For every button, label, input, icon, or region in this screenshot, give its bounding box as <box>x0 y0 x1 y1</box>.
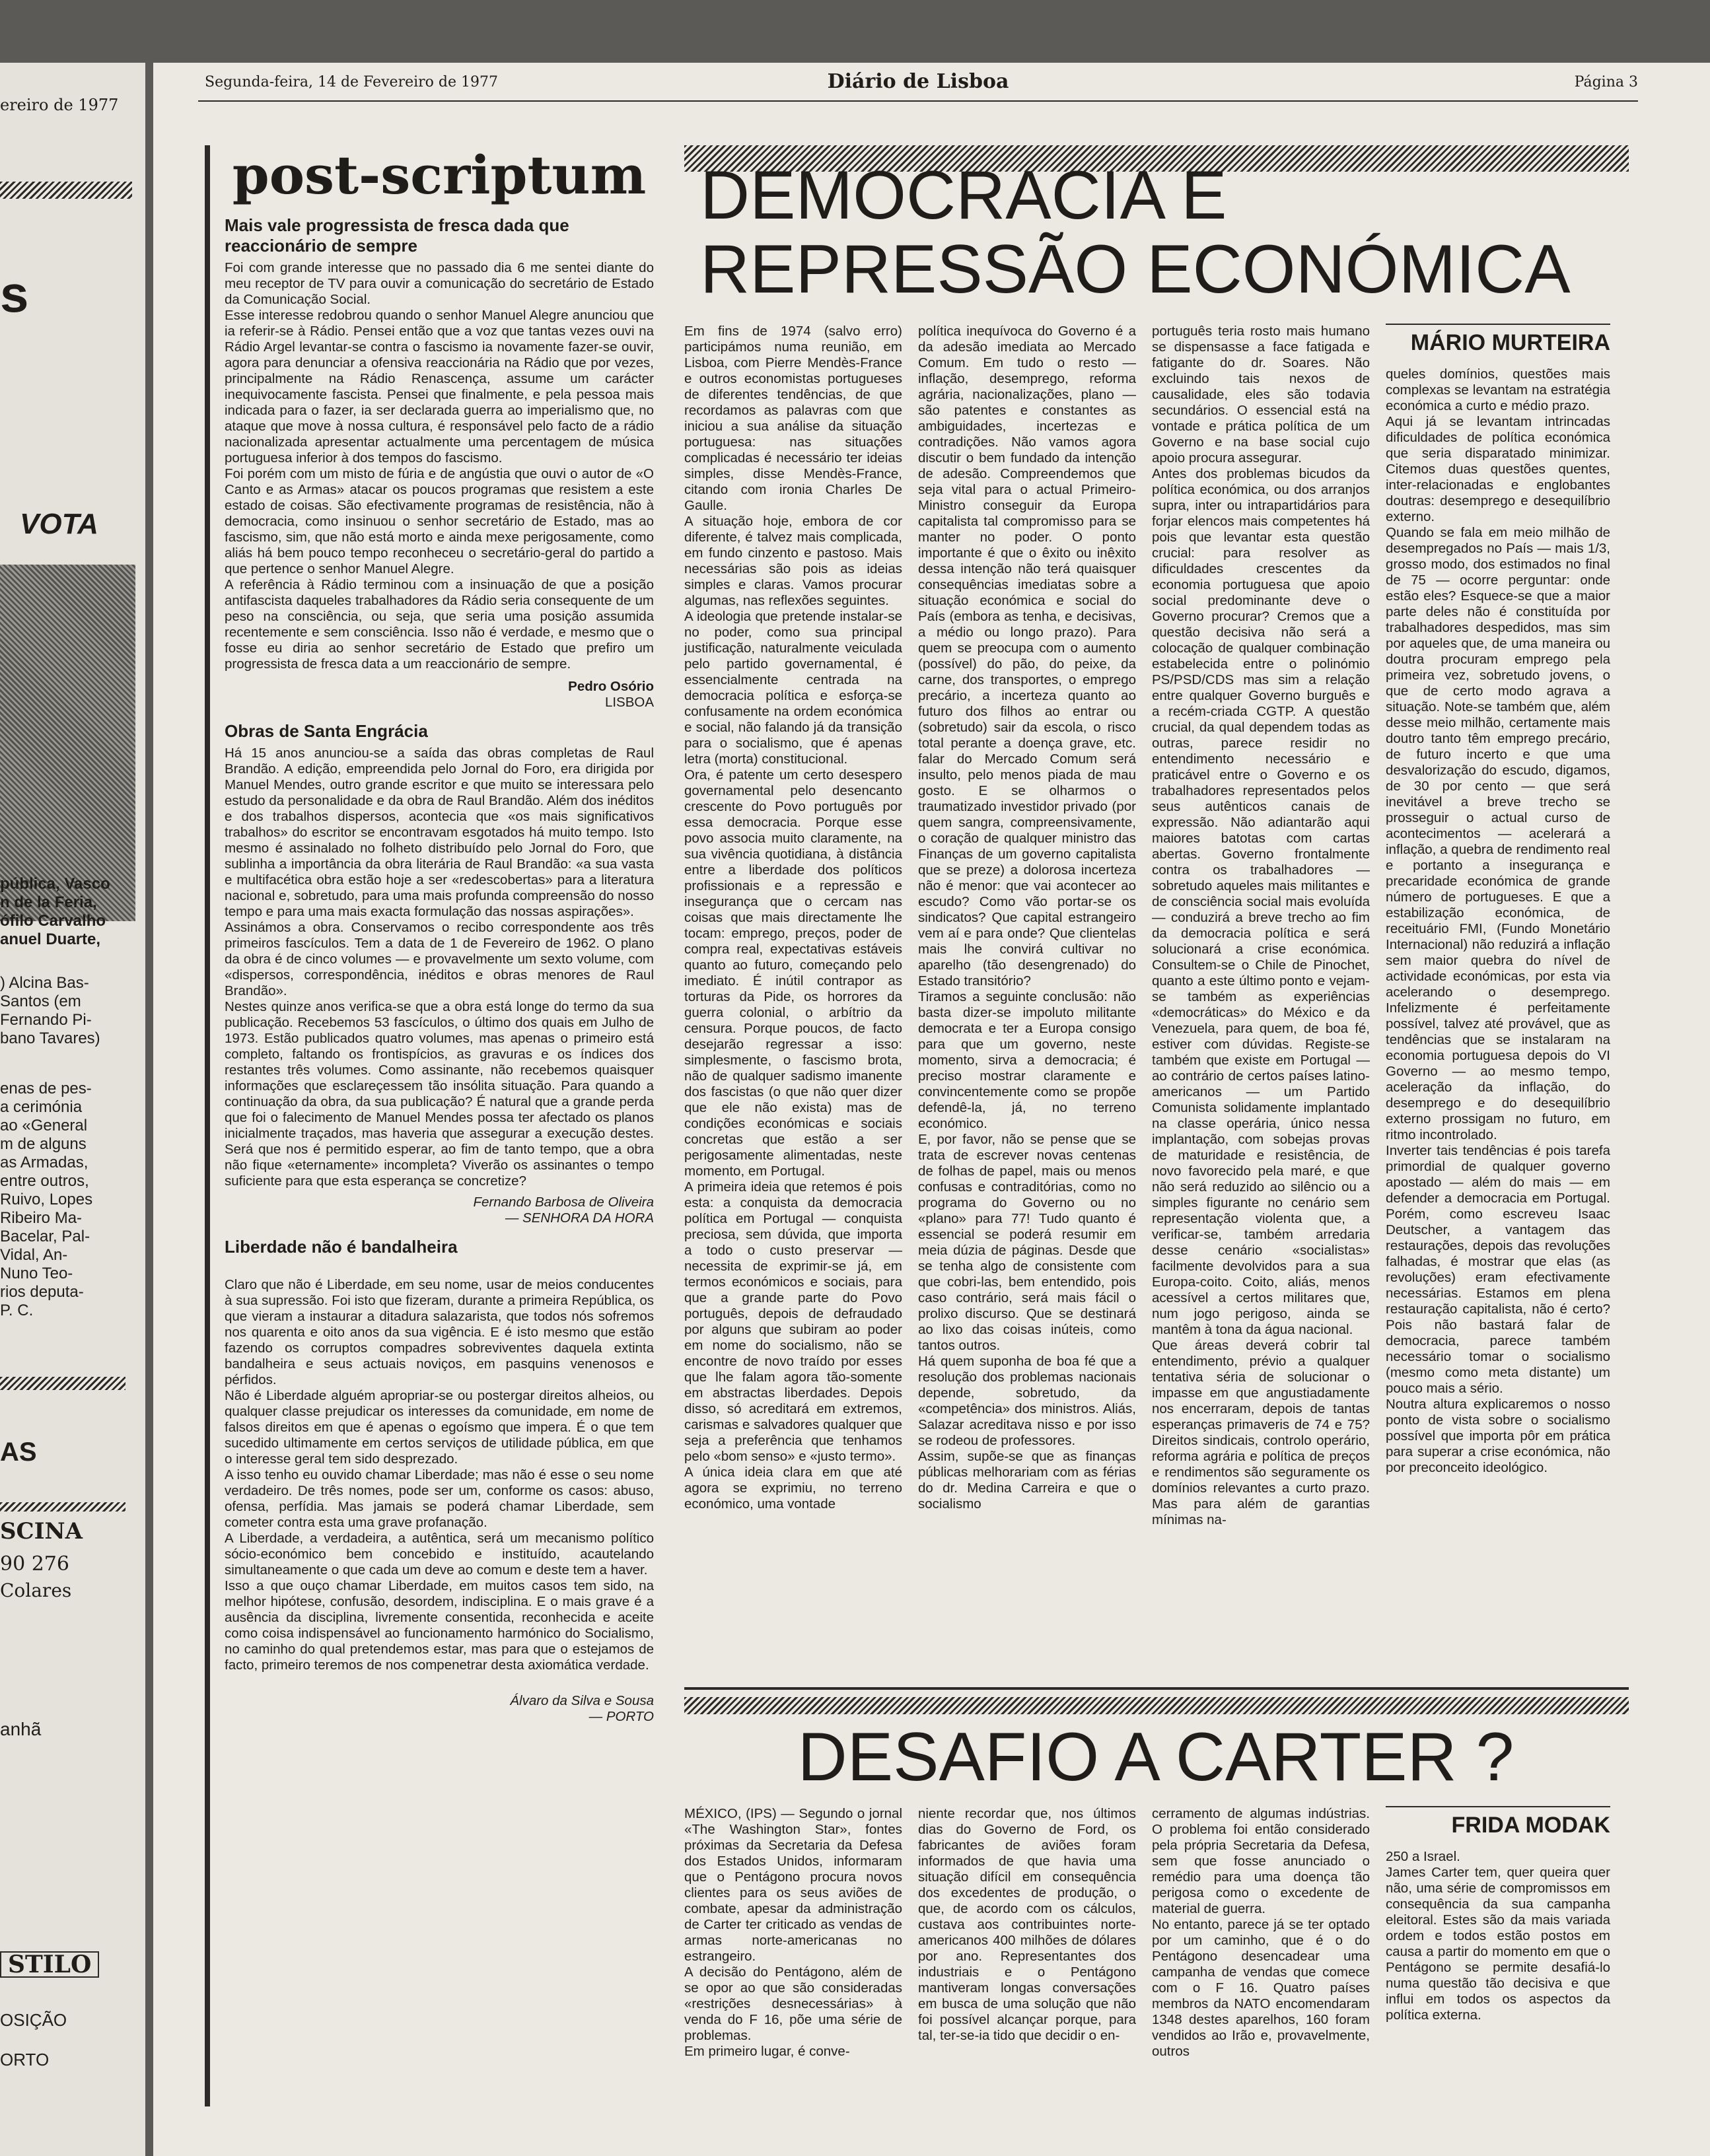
left-fragment: STILO <box>0 1951 99 1978</box>
article-column <box>684 324 902 1512</box>
letter-place: LISBOA <box>604 695 654 710</box>
left-fragment: P. C. <box>0 1302 34 1319</box>
left-fragment: n de la Feria, <box>0 893 97 911</box>
left-fragment: Nuno Teo- <box>0 1265 73 1282</box>
left-fragment: ófilo Carvalho <box>0 912 106 930</box>
left-fragment: Ruivo, Lopes <box>0 1191 93 1208</box>
left-fragment: rios deputa- <box>0 1283 84 1301</box>
column-text: 250 a Israel. James Carter tem, quer queira quer não, uma série de compromissos em consequência da sua campanha eleitoral. Estes são da mais variada ordem e todos estão postos em causa a partir do momento em que o Pentágono se permite desafiá-lo numa questão tão decisiva e que influi em todos os aspectos da política externa. <box>1386 1849 1610 2023</box>
letter-title: Mais vale progressista de fresca dada que reaccionário de sempre <box>225 215 569 256</box>
letter-place: — SENHORA DA HORA <box>505 1210 654 1226</box>
article-column <box>1152 1806 1370 2060</box>
column-text: política inequívoca do Governo é a da adesão imediata ao Mercado Comum. Em tudo o resto — inflação, desemprego, reforma agrária, nacionalizações, plano — são patentes e constantes as ambiguidades, incertezas e contradições. Não vamos agora discutir o bem fundado da intenção de adesão. Compreendemos que seja vital para o actual Primeiro-Ministro conseguir da Europa capitalista tal compromisso para se manter no poder. O ponto importante é que o êxito ou inêxito dessa intenção não terá quaisquer consequências imediatas sobre a situação económica e social do País (embora as tenha, e decisivas, a médio ou longo prazo). Para quem se preocupa com o aumento (possível) do pão, do peixe, da carne, dos transportes, o emprego precário, a incerteza quanto ao futuro dos filhos ao entrar ou (sobretudo) sair da escola, o risco total perante a doença grave, etc. falar do Mercado Comum será insulto, pelo menos piada de mau gosto. E se olharmos o traumatizado investidor privado (por quem sangra, compreensivamente, o coração de qualquer ministro das Finanças de um governo capitalista que se preze) a dolorosa incerteza não é menor: que vai acontecer ao escudo? Como vão portar-se os sindicatos? Que capital estrangeiro vem aí e para onde? Que clientelas mais lhe convirá cultivar no aparelho (tão desengrenado) do Estado transitório? Tiramos a seguinte conclusão: não basta dizer-se impoluto militante democrata e ter a Europa consigo para que um governo, neste momento, sirva a democracia; é preciso mostrar claramente e convincentemente como se propõe defendê-la, já, no terreno económico. E, por favor, não se pense que se trata de escrever novas centenas de folhas de papel, mais ou menos confusas e contraditórias, como no programa do Governo ou no «plano» para 77! Tudo quanto é essencial se poderá resumir em meia dúzia de páginas. Desde que se tenha algo de consistente com que cobri-las, bem entendido, pois caso contrário, será mais fácil o prolixo discurso. Que se destinará ao lixo das coisas inúteis, como tantos outros. Há quem suponha de boa fé que a resolução dos problemas nacionais depende, sobretudo, da «competência» dos ministros. Aliás, Salazar acreditava nisso e por isso se rodeou de professores. Assim, supõe-se que as finanças públicas melhorariam com as férias do dr. Medina Carreira e que o socialismo <box>918 324 1136 1512</box>
left-fragment: bano Tavares) <box>0 1029 100 1047</box>
left-fragment: VOTA <box>20 508 98 540</box>
article-column <box>1152 324 1370 1528</box>
column-text: português teria rosto mais humano se dispensasse a face fatigada e fatigante do dr. Soares. Não excluindo tais nexos de causalidade, eles são todavia secundários. O essencial está na vontade e prática política de um Governo e na base social cujo apoio procura assegurar. Antes dos problemas bicudos da política económica, ou dos arranjos supra, inter ou intrapartidários para forjar elencos mais competentes há pois que levantar esta questão crucial: para resolver as dificuldades crescentes da economia portuguesa que apoio social predominante deve o Governo procurar? Cremos que a questão decisiva não será a colocação de qualquer combinação estabelecida entre o polinómio PS/PSD/CDS mas sim a relação entre qualquer Governo burguês e a recém-criada CGTP. A questão crucial, da qual dependem todas as outras, parece residir no entendimento necessário e praticável entre o Governo e os trabalhadores representados pelos seus autênticos canais de expressão. Não adiantarão aqui maiores batotas com cartas abertas. Governo frontalmente contra os trabalhadores — sobretudo aqueles mais militantes e de consciência social mais evoluída — conduzirá a breve trecho ao fim da democracia política e será solucionará a crise económica. Consultem-se o Chile de Pinochet, quanto a este último ponto e vejam-se também as experiências «democráticas» do México e da Venezuela, para quem, de boa fé, estiver com dúvidas. Registe-se também que existe em Portugal — ao contrário de certos países latino-americanos — um Partido Comunista solidamente implantado na classe operária, único nessa implantação, com sobejas provas de maturidade e resistência, de novo favorecido pela maré, e que não será reduzido ao silêncio ou a simples figurante no cenário sem representação violenta que, a verificar-se, também arredaria desse cenário «socialistas» facilmente devolvidos para a sua Europa-coito. Coito, aliás, menos acessível a certos militares que, num jogo perigoso, ainda se mantêm à tona da água nacional. Que áreas deverá cobrir tal entendimento, prévio a qualquer tentativa séria de solucionar o impasse em que angustiadamente nos encerraram, depois de tantas esperanças primaveris de 74 e 75? Direitos sindicais, controlo operário, reforma agrária e política de preços e rendimentos são seguramente os domínios relevantes a curto prazo. Mas para além de garantias mínimas na- <box>1152 324 1370 1527</box>
column-text: MÉXICO, (IPS) — Segundo o jornal «The Washington Star», fontes próximas da Secretaria da Defesa dos Estados Unidos, informaram que o Pentágono procura novos clientes para os seus aviões de combate, apesar da administração de Carter ter criticado as vendas de armas norte-americanas no estrangeiro. A decisão do Pentágono, além de se opor ao que são consideradas «restrições desnecessárias» à venda do F 16, põe uma série de problemas. Em primeiro lugar, é conve- <box>684 1806 902 2059</box>
postscriptum-column <box>205 145 654 2106</box>
section-divider <box>684 1687 1629 1690</box>
article-body <box>684 324 1629 1677</box>
left-fragment: as Armadas, <box>0 1154 89 1171</box>
column-text: cerramento de algumas indústrias. O problema foi então considerado pela própria Secretaria da Defesa, sem que fosse anunciado o remédio para uma doença tão perigosa como o excedente de material de guerra. No entanto, parece já se ter optado por um caminho, que é o do Pentágono desencadear uma campanha de vendas que comece com o F 16. Quatro países membros da NATO encomendaram 1348 destes aparelhos, 160 foram vendidos ao Irão e, provavelmente, outros <box>1152 1806 1370 2059</box>
article-column <box>918 324 1136 1512</box>
left-fragment: ) Alcina Bas- <box>0 974 89 992</box>
left-fragment: Colares <box>0 1580 72 1601</box>
photo-fragment <box>0 565 135 921</box>
masthead: Diário de Lisboa <box>827 70 1009 93</box>
left-fragment: m de alguns <box>0 1135 87 1153</box>
article-column <box>918 1806 1136 2044</box>
article-headline: DEMOCRACIA E REPRESSÃO ECONÓMICA <box>700 157 1571 308</box>
letter-signature: Pedro Osório <box>568 679 654 694</box>
article-headline: DESAFIO A CARTER ? <box>797 1719 1514 1795</box>
letter-place: — PORTO <box>588 1709 654 1724</box>
left-fragment: Bacelar, Pal- <box>0 1228 90 1245</box>
letter-body: Claro que não é Liberdade, em seu nome, usar de meios conducentes à sua supressão. Foi isto que fizeram, durante a primeira República, os que vieram a instaurar a ditadura salazarista, que todos nós sofremos nos quarenta e oito anos da sua vigência. E é isto mesmo que estão fazendo os corruptos compadres sobreviventes daquela extinta bandalheira e seus actuais noviços, em pasquins venenosos e pérfidos. Não é Liberdade alguém apropriar-se ou postergar direitos alheios, ou qualquer classe prejudicar os interesses da comunidade, em nome de falsos direitos em que é apenas o egoísmo que impera. É o que tem sucedido ultimamente em certos serviços de utilidade pública, em que o interesse geral tem sido desprezado. A isso tenho eu ouvido chamar Liberdade; mas não é esse o seu nome verdadeiro. De três nomes, pode ser um, conforme os casos: abuso, ofensa, perfídia. Mas jamais se poderá chamar Liberdade, sem cometer contra esta uma grave profanação. A Liberdade, a verdadeira, a autêntica, será um mecanismo político sócio-económico bem concebido e instituído, acautelando simultaneamente o que cada um deve ao comum e deste tem a haver. Isso a que ouço chamar Liberdade, em muitos casos tem sido, na melhor hipótese, confusão, desordem, indisciplina. E o mais grave é a ausência da disciplina, livremente consentida, reconhecida e aceite como coisa indispensável ao funcionamento harmónico do Socialismo, no caminho do qual pretendemos estar, mas para que o estejamos de facto, primeiro teremos de nos compenetrar desta axiomática verdade. <box>225 1277 654 1673</box>
article-body <box>684 1806 1629 2110</box>
left-fragment: Santos (em <box>0 992 81 1010</box>
left-fragment: enas de pes- <box>0 1080 92 1097</box>
article-column <box>1386 1806 1610 2023</box>
left-fragment: AS <box>0 1438 37 1467</box>
left-fragment: SCINA <box>0 1518 83 1545</box>
left-fragment: entre outros, <box>0 1172 89 1190</box>
letter-body: Foi com grande interesse que no passado dia 6 me sentei diante do meu receptor de TV para ouvir a comunicação do secretário de Estado da Comunicação Social. Esse interesse redobrou quando o senhor Manuel Alegre anunciou que ia referir-se à Rádio. Pensei então que a voz que tantas vezes ouvi na Rádio Argel levantar-se contra o fascismo ia novamente fazer-se ouvir, agora para denunciar a ofensiva reaccionária na Rádio que por vezes, principalmente na Rádio Renascença, assume um carácter inequivocamente fascista. Pensei que finalmente, e pela pessoa mais indicada para o fazer, ia ser declarada guerra ao imperialismo que, no ataque que move à nossa cultura, é responsável pelo facto de a rádio nacionalizada apresentar actualmente uma percentagem de música portuguesa inferior à dos tempos do fascismo. Foi porém com um misto de fúria e de angústia que ouvi o autor de «O Canto e as Armas» atacar os poucos programas que resistem a este estado de coisas. São efectivamente programas de resistência, não à democracia, como insinuou o senhor secretário de Estado, mas ao fascismo, sim, que não está morto e ainda mexe perigosamente, como aliás há bem pouco tempo reconheceu o secretário-geral do partido a que pertence o senhor Manuel Alegre. A referência à Rádio terminou com a insinuação de que a posição antifascista daqueles trabalhadores da Rádio seria consequente de um peso na consciência, ou seja, que seria uma posição assumida recentemente e sem consciência. Isso não é verdade, e mesmo que o fosse eu diria ao senhor secretário de Estado que prefiro um progressista de fresca data a um reaccionário de sempre. <box>225 260 654 672</box>
page-number: Página 3 <box>1574 74 1638 90</box>
header-date: Segunda-feira, 14 de Fevereiro de 1977 <box>205 74 498 90</box>
column-text: Em fins de 1974 (salvo erro) participámos numa reunião, em Lisboa, com Pierre Mendès-France e outros economistas portugueses de diferentes tendências, de que recordamos as palavras com que iniciou a sua análise da situação portuguesa: nas situações complicadas é necessário ter ideias simples, disse Mendès-France, citando com ironia Charles De Gaulle. A situação hoje, embora de cor diferente, é talvez mais complicada, em fundo cinzento e pastoso. Mais necessárias são pois as ideias simples e claras. Vamos procurar algumas, nas reflexões seguintes. A ideologia que pretende instalar-se no poder, como sua principal justificação, naturalmente veiculada pelo partido governamental, é essencialmente centrada na democracia política e esforça-se confusamente na ordem económica e social, não falando já da transição para o socialismo, que é apenas letra (morta) constitucional. Ora, é patente um certo desespero governamental pelo desencanto crescente do Povo português por essa democracia. Porque esse povo associa muito claramente, na sua vivência quotidiana, à distância entre a liberdade dos políticos profissionais e a repressão e insegurança que o cercam nas coisas que mais directamente lhe tocam: emprego, preços, poder de compra real, expectativas estáveis quanto ao futuro, começando pelo imediato. É inútil contrapor as torturas da Pide, os horrores da guerra colonial, o arbítrio da censura. Porque poucos, de facto desejarão regressar a isso: simplesmente, o fascismo brota, não de qualquer sadismo imanente dos fascistas (o que não quer dizer que ele não exista) mas de condições económicas e sociais concretas que estão a ser perigosamente alimentadas, neste momento, em Portugal. A primeira ideia que retemos é pois esta: a conquista da democracia política em Portugal — conquista preciosa, sem dúvida, que importa a todo o custo preservar — necessita de exprimir-se já, em termos económicos e sociais, para que a grande parte do Povo português, depois de defraudado por alguns que subiram ao poder em nome do socialismo, não se encontre de novo traído por esses que lhe falam agora tão-somente em abstractas liberdades. Depois disso, só acreditará em extremos, carismas e salvadores qualquer que seja a preferência que tenhamos pelo «bom senso» e «justo termo». A única ideia clara em que até agora se exprimiu, no terreno económico, uma vontade <box>684 324 902 1512</box>
postscriptum-title: post-scriptum <box>232 144 647 206</box>
page-header <box>198 70 1638 102</box>
left-fragment: pública, Vasco <box>0 875 110 893</box>
left-fragment: ereiro de 1977 <box>0 96 119 114</box>
letter-title: Obras de Santa Engrácia <box>225 721 428 741</box>
left-fragment: 90 276 <box>0 1552 69 1576</box>
left-page-fragment <box>0 63 145 2156</box>
byline: FRIDA MODAK <box>1386 1806 1610 1838</box>
left-fragment: ORTO <box>0 2050 50 2069</box>
letter-signature: Álvaro da Silva e Sousa <box>510 1693 654 1708</box>
hatch-rule <box>684 1697 1629 1714</box>
article-column <box>1386 324 1610 1476</box>
left-fragment: anuel Duarte, <box>0 930 101 948</box>
column-text: niente recordar que, nos últimos dias do Governo de Ford, os fabricantes de aviões foram informados de que havia uma situação difícil em consequência dos excedentes de produção, o que, de acordo com os cálculos, custava aos contribuintes norte-americanos 400 milhões de dólares por ano. Representantes dos industriais e o Pentágono mantiveram longas conversações em busca de uma solução que não foi possível alcançar porque, para tal, ter-se-ia tido que decidir o en- <box>918 1806 1136 2043</box>
hatch-rule <box>0 182 132 199</box>
letter-signature: Fernando Barbosa de Oliveira <box>473 1195 654 1210</box>
left-fragment: Fernando Pi- <box>0 1011 92 1029</box>
letter-body: Há 15 anos anunciou-se a saída das obras completas de Raul Brandão. A edição, empreendida pelo Jornal do Foro, era dirigida por Manuel Mendes, outro grande escritor e que muito se interessara pelo estudo da personalidade e da obra de Raul Brandão. Além dos inéditos e dos trabalhos dispersos, acontecia que «os mais significativos trabalhos» do escritor se encontravam esgotados há muito tempo. Isto mesmo é assinalado no folheto distribuído pelo Jornal do Foro, que sublinha a importância da obra literária de Raul Brandão: «a sua vasta e multifacética obra estão hoje a ser «redescobertas» para a literatura nacional e, sobretudo, para uma mais profunda compreensão do nosso tempo e para uma mais exacta formulação das nossas aspirações». Assinámos a obra. Conservamos o recibo correspondente aos três primeiros fascículos. Tem a data de 1 de Fevereiro de 1962. O plano da obra é de cinco volumes — e provavelmente um sexto volume, com «dispersos, correspondência, inéditos e obras menores de Raul Brandão». Nestes quinze anos verifica-se que a obra está longe do termo da sua publicação. Recebemos 53 fascículos, o último dos quais em Julho de 1973. Estão publicados quatro volumes, mas apenas o primeiro está completo, faltando os frontispícios, as gravuras e os índices dos restantes três volumes. Como assinante, não recebemos quaisquer informações que esclareçessem tão insólita situação. Para quando a continuação da obra, da sua publicação? É natural que a grande perda que foi o falecimento de Manuel Mendes possa ter afectado os planos inicialmente traçados, mas haveria que assegurar a execução destes. Será que nos é permitido esperar, ao fim de tanto tempo, que a obra não fique «eternamente» incompleta? Viverão os assinantes o tempo suficiente para que esta esperança se concretize? <box>225 746 654 1189</box>
left-fragment: ao «General <box>0 1117 88 1134</box>
hatch-rule <box>0 1377 125 1390</box>
article-column <box>684 1806 902 2060</box>
left-fragment: a cerimónia <box>0 1098 83 1116</box>
left-fragment: Vidal, An- <box>0 1246 68 1264</box>
left-fragment: Ribeiro Ma- <box>0 1209 83 1227</box>
left-fragment: s <box>0 265 29 323</box>
letter-title: Liberdade não é bandalheira <box>225 1237 458 1257</box>
hatch-rule <box>0 1502 125 1512</box>
left-fragment: anhã <box>0 1719 42 1739</box>
left-fragment: OSIÇÃO <box>0 2010 67 2030</box>
column-text: queles domínios, questões mais complexas se levantam na estratégia económica a curto e médio prazo. Aqui já se levantam intrincadas dificuldades de política económica que seria disparatado minimizar. Citemos duas questões quentes, inter-relacionadas e englobantes doutras: desemprego e desequilíbrio externo. Quando se fala em meio milhão de desempregados no País — mais 1/3, grosso modo, dos estimados no final de 75 — ocorre perguntar: onde estão eles? Esquece-se que a maior parte deles não é constituída por trabalhadores despedidos, mas sim por aqueles que, de uma maneira ou doutra procuram emprego pela primeira vez, sobretudo jovens, o que de certo modo agrava a situação. Note-se também que, além desse meio milhão, certamente mais doutro tanto têm emprego precário, de futuro incerto e que uma desvalorização do escudo, digamos, de 30 por cento — que será inevitável a breve trecho se prosseguir o actual curso de acontecimentos — acelerará a inflação, a quebra de rendimento real e portanto a insegurança e precaridade económica de grande número de portugueses. E que a estabilização económica, de receituário FMI, (Fundo Monetário Internacional) não reduzirá a inflação sem maior quebra do nível de actividade económicas, por esta via acelerando o desemprego. Infelizmente é perfeitamente possível, talvez até provável, que as tendências que se instalaram na economia portuguesa depois do VI Governo — ao mesmo tempo, aceleração da inflação, do desemprego e do desequilíbrio externo prossigam no futuro, em ritmo incontrolado. Inverter tais tendências é pois tarefa primordial de qualquer governo apostado — além do mais — em defender a democracia em Portugal. Porém, como escreveu Isaac Deutscher, a vantagem das restaurações, depois das revoluções falhadas, é mostrar que elas (as revoluções) eram efectivamente necessárias. Estamos em plena restauração capitalista, não é certo? Pois não bastará falar de democracia, parece também necessário tomar o socialismo (mesmo como meta distante) um pouco mais a sério. Noutra altura explicaremos o nosso ponto de vista sobre o socialismo possível que importa pôr em prática para superar a crise económica, não por preconceito ideológico. <box>1386 366 1610 1475</box>
byline: MÁRIO MURTEIRA <box>1386 324 1610 356</box>
